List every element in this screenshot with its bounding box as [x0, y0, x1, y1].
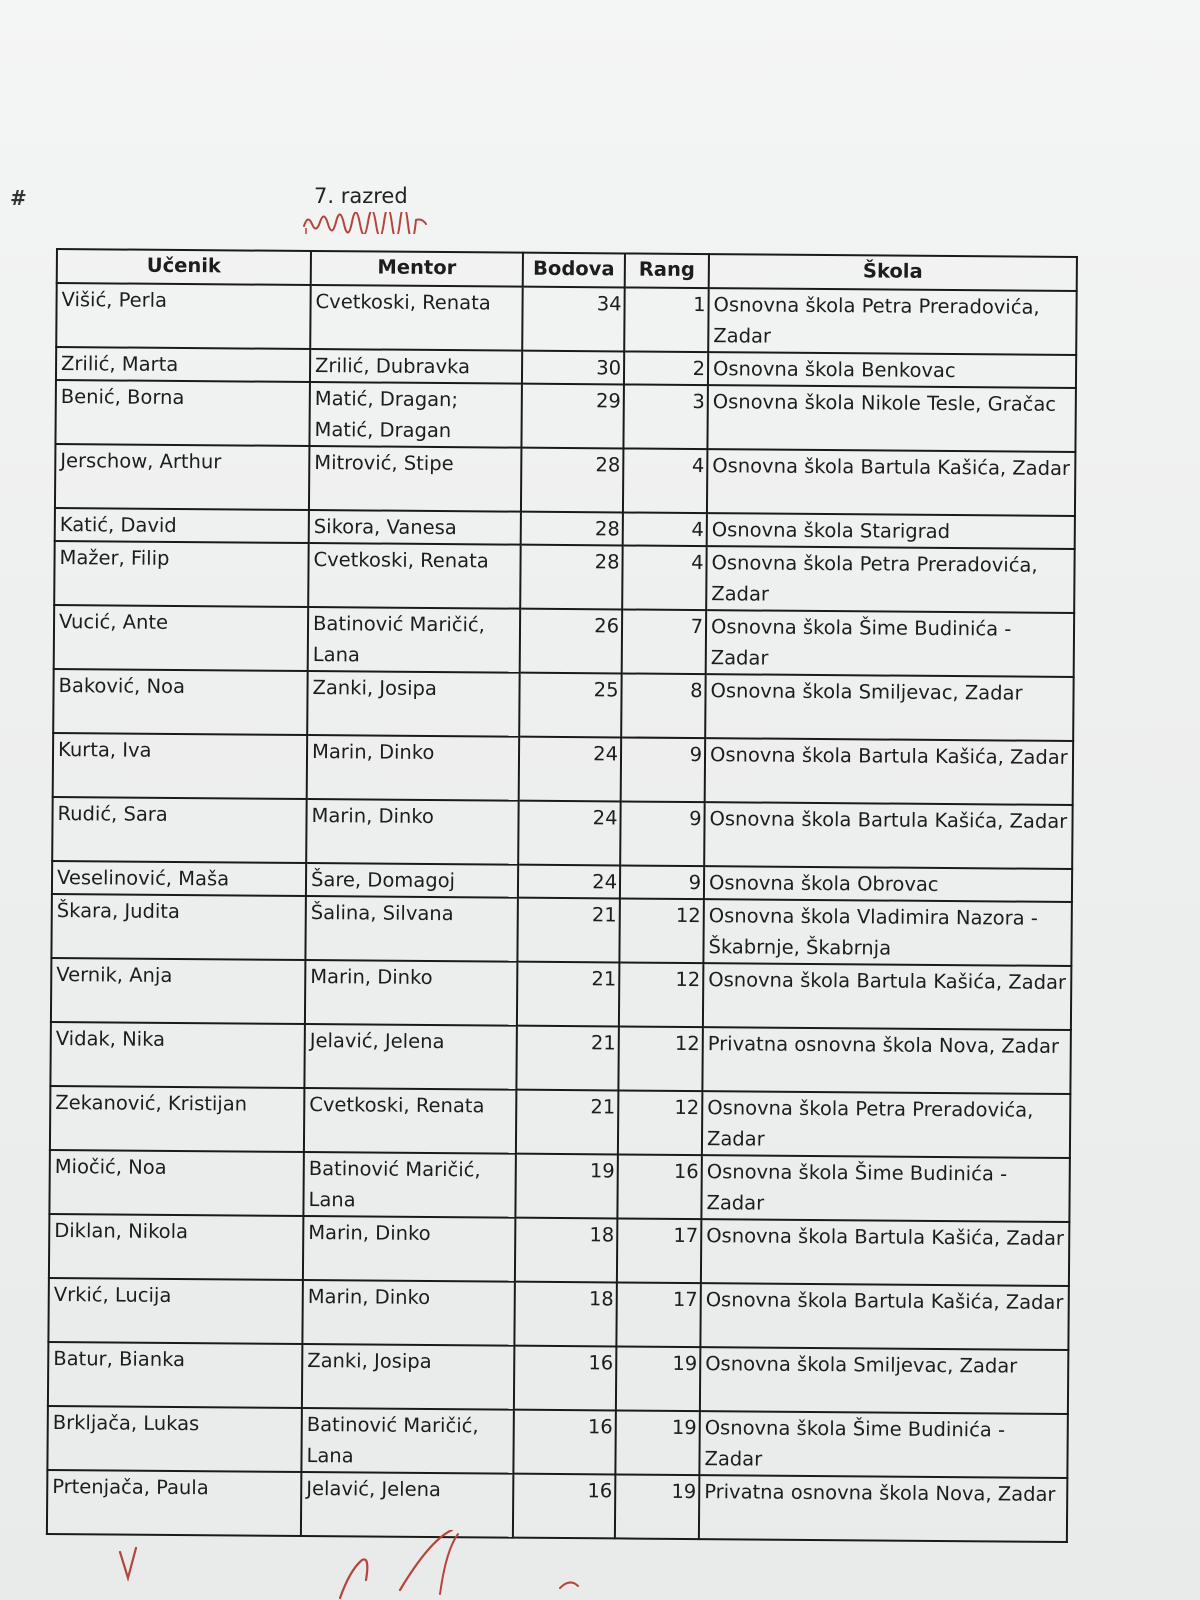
cell-mentor: Marin, Dinko [303, 1216, 515, 1282]
cell-rang: 8 [621, 673, 706, 738]
table-row [48, 1342, 1068, 1414]
cell-bodova: 30 [522, 351, 624, 385]
cell-rang: 9 [620, 865, 704, 899]
cell-bodova: 24 [519, 737, 621, 802]
signature-marks [100, 1530, 620, 1600]
cell-ucenik: Kurta, Iva [53, 733, 307, 799]
cell-bodova: 29 [521, 384, 623, 449]
table-row [49, 1214, 1069, 1286]
table-row [51, 958, 1071, 1030]
cell-mentor: Batinović Maričić, Lana [308, 607, 520, 673]
cell-bodova: 28 [520, 545, 622, 610]
cell-ucenik: Baković, Noa [53, 669, 307, 735]
cell-mentor: Marin, Dinko [306, 799, 518, 865]
cell-mentor: Mitrović, Stipe [309, 446, 521, 512]
cell-bodova: 16 [513, 1410, 615, 1475]
cell-rang: 4 [622, 545, 707, 610]
cell-bodova: 19 [515, 1154, 617, 1219]
cell-rang: 9 [621, 737, 706, 802]
cell-rang: 2 [624, 351, 708, 385]
table-row [55, 444, 1075, 516]
cell-bodova: 16 [514, 1346, 616, 1411]
cell-mentor: Cvetkoski, Renata [310, 285, 522, 351]
table-row [51, 894, 1071, 966]
cell-skola: Osnovna škola Smiljevac, Zadar [705, 674, 1073, 741]
cell-mentor: Marin, Dinko [305, 960, 517, 1026]
cell-mentor: Marin, Dinko [307, 735, 519, 801]
cell-skola: Privatna osnovna škola Nova, Zadar [702, 1027, 1070, 1094]
cell-mentor: Cvetkoski, Renata [308, 543, 520, 609]
cell-mentor: Zanki, Josipa [307, 671, 519, 737]
cell-rang: 12 [618, 1026, 703, 1091]
cell-ucenik: Rudić, Sara [52, 797, 306, 863]
cell-skola: Osnovna škola Šime Budinića - Zadar [701, 1155, 1069, 1222]
hash-mark: # [10, 186, 27, 210]
cell-skola: Osnovna škola Petra Preradovića, Zadar [708, 288, 1076, 355]
cell-skola: Osnovna škola Bartula Kašića, Zadar [707, 449, 1075, 516]
table-row [54, 541, 1074, 613]
cell-ucenik: Veselinović, Maša [52, 861, 306, 896]
cell-mentor: Jelavić, Jelena [304, 1024, 516, 1090]
cell-ucenik: Jerschow, Arthur [55, 444, 309, 510]
cell-skola: Osnovna škola Vladimira Nazora - Škabrnje, Škabrnja [703, 899, 1071, 966]
cell-skola: Osnovna škola Smiljevac, Zadar [700, 1347, 1068, 1414]
cell-skola: Osnovna škola Bartula Kašića, Zadar [701, 1219, 1069, 1286]
cell-bodova: 18 [514, 1282, 616, 1347]
cell-ucenik: Katić, David [55, 508, 309, 543]
cell-ucenik: Zekanović, Kristijan [50, 1086, 304, 1152]
cell-rang: 17 [617, 1218, 702, 1283]
cell-ucenik: Zrilić, Marta [56, 347, 310, 382]
cell-mentor: Batinović Maričić, Lana [301, 1408, 513, 1474]
cell-bodova: 24 [518, 865, 620, 899]
cell-mentor: Matić, Dragan; Matić, Dragan [309, 382, 521, 448]
cell-skola: Osnovna škola Bartula Kašića, Zadar [700, 1283, 1068, 1350]
cell-ucenik: Višić, Perla [56, 283, 310, 349]
cell-ucenik: Miočić, Noa [49, 1150, 303, 1216]
cell-ucenik: Škara, Judita [51, 894, 305, 960]
cell-rang: 19 [615, 1410, 700, 1475]
cell-skola: Osnovna škola Nikole Tesle, Gračac [707, 385, 1075, 452]
cell-bodova: 21 [517, 962, 619, 1027]
cell-skola: Osnovna škola Obrovac [704, 866, 1072, 902]
cell-bodova: 21 [516, 1026, 618, 1091]
cell-skola: Osnovna škola Petra Preradovića, Zadar [702, 1091, 1070, 1158]
cell-skola: Osnovna škola Šime Budinića - Zadar [699, 1411, 1067, 1478]
cell-skola: Osnovna škola Benkovac [708, 352, 1076, 388]
cell-bodova: 24 [518, 801, 620, 866]
column-header-skola: Škola [709, 254, 1077, 291]
cell-rang: 1 [624, 287, 709, 352]
cell-bodova: 18 [515, 1218, 617, 1283]
table-row [54, 605, 1074, 677]
table-row [47, 1406, 1067, 1478]
cell-ucenik: Diklan, Nikola [49, 1214, 303, 1280]
cell-mentor: Šare, Domagoj [306, 863, 518, 898]
column-header-rang: Rang [625, 253, 709, 288]
cell-skola: Osnovna škola Bartula Kašića, Zadar [703, 963, 1071, 1030]
table-row [50, 1086, 1070, 1158]
cell-skola: Osnovna škola Starigrad [707, 513, 1075, 549]
cell-skola: Osnovna škola Bartula Kašića, Zadar [704, 802, 1072, 869]
cell-rang: 17 [616, 1282, 701, 1347]
cell-rang: 4 [623, 512, 707, 546]
table-row [48, 1278, 1068, 1350]
table-body [47, 283, 1077, 1542]
cell-rang: 9 [620, 801, 705, 866]
handwritten-underline [302, 212, 432, 234]
column-header-ucenik: Učenik [57, 249, 311, 285]
cell-skola: Privatna osnovna škola Nova, Zadar [699, 1475, 1067, 1542]
cell-ucenik: Vidak, Nika [50, 1022, 304, 1088]
cell-rang: 12 [619, 898, 704, 963]
cell-skola: Osnovna škola Bartula Kašića, Zadar [705, 738, 1073, 805]
cell-rang: 4 [623, 448, 708, 513]
cell-bodova: 16 [513, 1474, 615, 1539]
page-title: 7. razred [314, 184, 408, 208]
cell-mentor: Jelavić, Jelena [301, 1472, 513, 1538]
table-row [49, 1150, 1069, 1222]
cell-rang: 12 [619, 962, 704, 1027]
cell-skola: Osnovna škola Petra Preradovića, Zadar [706, 546, 1074, 613]
cell-skola: Osnovna škola Šime Budinića - Zadar [706, 610, 1074, 677]
cell-rang: 7 [622, 609, 707, 674]
cell-rang: 12 [618, 1090, 703, 1155]
cell-mentor: Marin, Dinko [302, 1280, 514, 1346]
cell-mentor: Zanki, Josipa [302, 1344, 514, 1410]
cell-mentor: Batinović Maričić, Lana [303, 1152, 515, 1218]
table-row [56, 283, 1076, 355]
column-header-mentor: Mentor [311, 251, 523, 287]
cell-bodova: 28 [521, 448, 623, 513]
table-row [53, 733, 1073, 805]
column-header-bodova: Bodova [523, 253, 625, 288]
cell-bodova: 28 [521, 512, 623, 546]
cell-mentor: Sikora, Vanesa [309, 510, 521, 545]
cell-mentor: Cvetkoski, Renata [304, 1088, 516, 1154]
cell-ucenik: Vucić, Ante [54, 605, 308, 671]
results-table [46, 248, 1078, 1543]
cell-mentor: Zrilić, Dubravka [310, 349, 522, 384]
cell-ucenik: Prtenjača, Paula [47, 1470, 301, 1536]
cell-rang: 16 [617, 1154, 702, 1219]
cell-ucenik: Brkljača, Lukas [47, 1406, 301, 1472]
cell-ucenik: Vrkić, Lucija [48, 1278, 302, 1344]
table-row [53, 669, 1073, 741]
cell-ucenik: Vernik, Anja [51, 958, 305, 1024]
cell-bodova: 21 [516, 1090, 618, 1155]
cell-mentor: Šalina, Silvana [305, 896, 517, 962]
cell-rang: 3 [623, 384, 708, 449]
table-row [55, 380, 1075, 452]
cell-bodova: 26 [520, 609, 622, 674]
cell-bodova: 34 [522, 287, 624, 352]
cell-bodova: 25 [519, 673, 621, 738]
cell-ucenik: Batur, Bianka [48, 1342, 302, 1408]
table-row [50, 1022, 1070, 1094]
table-row [52, 797, 1072, 869]
cell-ucenik: Benić, Borna [55, 380, 309, 446]
cell-ucenik: Mažer, Filip [54, 541, 308, 607]
cell-rang: 19 [616, 1346, 701, 1411]
cell-bodova: 21 [517, 898, 619, 963]
cell-rang: 19 [615, 1474, 700, 1539]
